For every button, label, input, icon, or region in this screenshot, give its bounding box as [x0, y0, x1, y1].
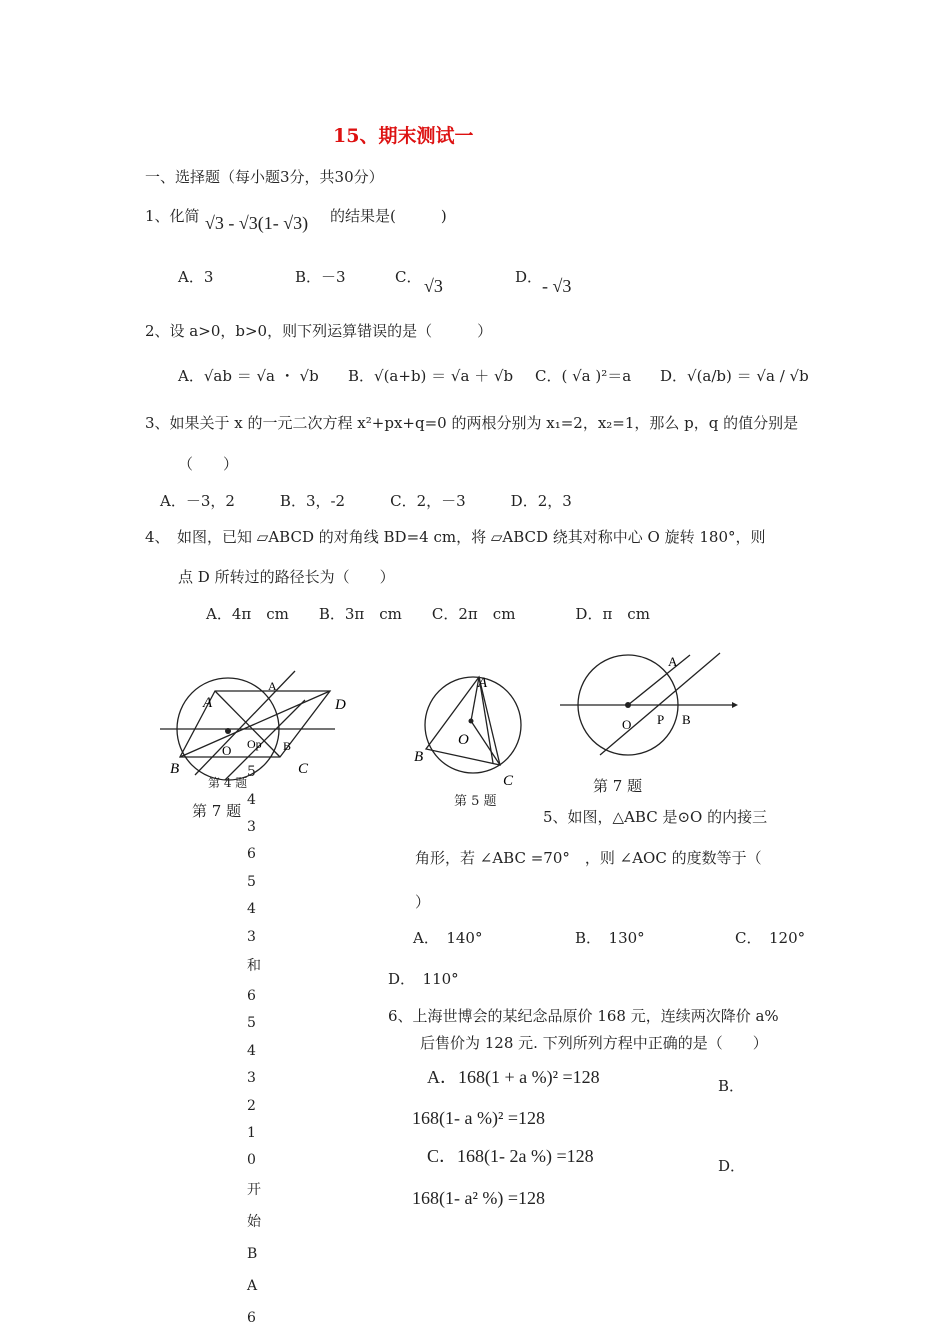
figure-q5 — [405, 665, 545, 805]
svg-text:B: B — [170, 761, 180, 777]
stray-char: 开 — [247, 1182, 261, 1198]
svg-text:B: B — [414, 749, 424, 765]
svg-text:O: O — [458, 732, 469, 748]
stray-char: B — [247, 1246, 258, 1262]
q2-stem: 2、设 a>0，b>0，则下列运算错误的是（ ） — [145, 322, 493, 340]
stray-char: 6 — [247, 988, 256, 1004]
q2-option-c: C．( √a )²＝a — [535, 367, 632, 385]
svg-text:A: A — [478, 675, 488, 691]
stray-char: 3 — [247, 819, 256, 835]
svg-text:A: A — [268, 679, 277, 693]
stray-char: 0 — [247, 1152, 256, 1168]
fig7-caption: 第 7 题 — [593, 777, 643, 795]
stray-char: 4 — [247, 1043, 256, 1059]
q1-option-c: C． — [395, 268, 422, 286]
q5-option-d: D． 110° — [388, 970, 459, 988]
svg-text:O: O — [222, 743, 232, 758]
q1-option-a: A．3 — [178, 268, 214, 286]
svg-text:P: P — [657, 712, 665, 727]
figure-q7 — [560, 650, 750, 760]
q1-tail: 的结果是( ) — [330, 207, 447, 225]
stray-char: 始 — [247, 1214, 261, 1230]
svg-text:B: B — [283, 739, 292, 753]
svg-text:A: A — [203, 695, 213, 711]
q3-paren: （ ） — [178, 455, 239, 473]
q1-option-d: D． — [515, 268, 543, 286]
svg-text:C: C — [298, 761, 309, 777]
q3-stem: 3、如果关于 x 的一元二次方程 x²+px+q=0 的两根分别为 x₁=2，x₂=1，那么 p，q 的值分别是 — [145, 414, 799, 432]
q1-option-b: B．－3 — [295, 268, 346, 286]
q4-stem: 4、 如图，已知 ▱ABCD 的对角线 BD=4 cm，将 ▱ABCD 绕其对称中心 O 旋转 180°，则 — [145, 528, 766, 546]
stray-char: 4 — [247, 901, 256, 917]
q6-option-b-label: B． — [718, 1077, 745, 1095]
svg-text:A: A — [668, 654, 678, 669]
svg-text:C: C — [503, 773, 514, 789]
q5-option-a: A． 140° — [413, 929, 483, 947]
q6-option-b: 168(1- a %)² =128 — [412, 1108, 546, 1128]
q2-option-b: B．√(a+b) ＝ √a ＋ √b — [348, 367, 514, 385]
svg-text:B: B — [682, 712, 691, 727]
q6-stem: 6、上海世博会的某纪念品原价 168 元，连续两次降价 a% — [388, 1007, 779, 1025]
q5-stem-line3: ） — [415, 893, 431, 911]
svg-text:O: O — [622, 717, 632, 732]
stray-char: 4 — [247, 792, 256, 808]
page-title: 15、期末测试一 — [333, 125, 474, 147]
section-heading: 一、选择题（每小题3分，共30分） — [145, 168, 384, 186]
q1-option-c-expr: √3 — [424, 276, 443, 296]
stray-char: 5 — [247, 764, 256, 780]
q5-stem: 5、如图，△ABC 是⊙O 的内接三 — [543, 808, 768, 826]
stray-char: 1 — [247, 1125, 256, 1141]
q5-option-c: C． 120° — [735, 929, 806, 947]
stray-char: A — [247, 1278, 258, 1294]
q6-option-d: 168(1- a² %) =128 — [412, 1188, 546, 1208]
q1-option-d-expr: - √3 — [542, 276, 572, 296]
fig4-caption-second: 第 7 题 — [192, 802, 242, 820]
stray-char: 2 — [247, 1098, 256, 1114]
q2-option-d: D．√(a/b) ＝ √a / √b — [660, 367, 809, 385]
q2-option-a: A．√ab ＝ √a ・ √b — [178, 367, 319, 385]
q1-expression: √3 - √3(1- √3) — [205, 213, 309, 233]
q6-option-c: C．168(1- 2a %) =128 — [427, 1146, 594, 1166]
stray-char: 和 — [247, 958, 261, 974]
stray-char: 5 — [247, 874, 256, 890]
q5-option-b: B． 130° — [575, 929, 645, 947]
q4-stem-line2: 点 D 所转过的路径长为（ ） — [178, 568, 395, 586]
fig4-caption: 第 4 题 — [208, 776, 248, 790]
stray-char: 3 — [247, 1070, 256, 1086]
q5-stem-line2: 角形，若 ∠ABC =70° ，则 ∠AOC 的度数等于（ — [415, 849, 762, 867]
q6-option-d-label: D． — [718, 1157, 746, 1175]
svg-text:Op: Op — [247, 737, 262, 751]
q6-stem-line2: 后售价为 128 元. 下列所列方程中正确的是（ ） — [420, 1034, 768, 1052]
stray-char: 3 — [247, 929, 256, 945]
q4-options: A．4π cm B．3π cm C．2π cm D．π cm — [206, 605, 650, 623]
q1-stem: 1、化简 — [145, 207, 200, 225]
q6-option-a: A．168(1 + a %)² =128 — [427, 1067, 600, 1087]
stray-char: 6 — [247, 846, 256, 862]
svg-text:D: D — [335, 697, 346, 713]
q3-options: A．－3，2 B．3，-2 C．2，－3 D．2，3 — [160, 492, 572, 510]
stray-char: 6 — [247, 1310, 256, 1326]
fig5-caption: 第 5 题 — [454, 794, 497, 809]
stray-char: 5 — [247, 1015, 256, 1031]
